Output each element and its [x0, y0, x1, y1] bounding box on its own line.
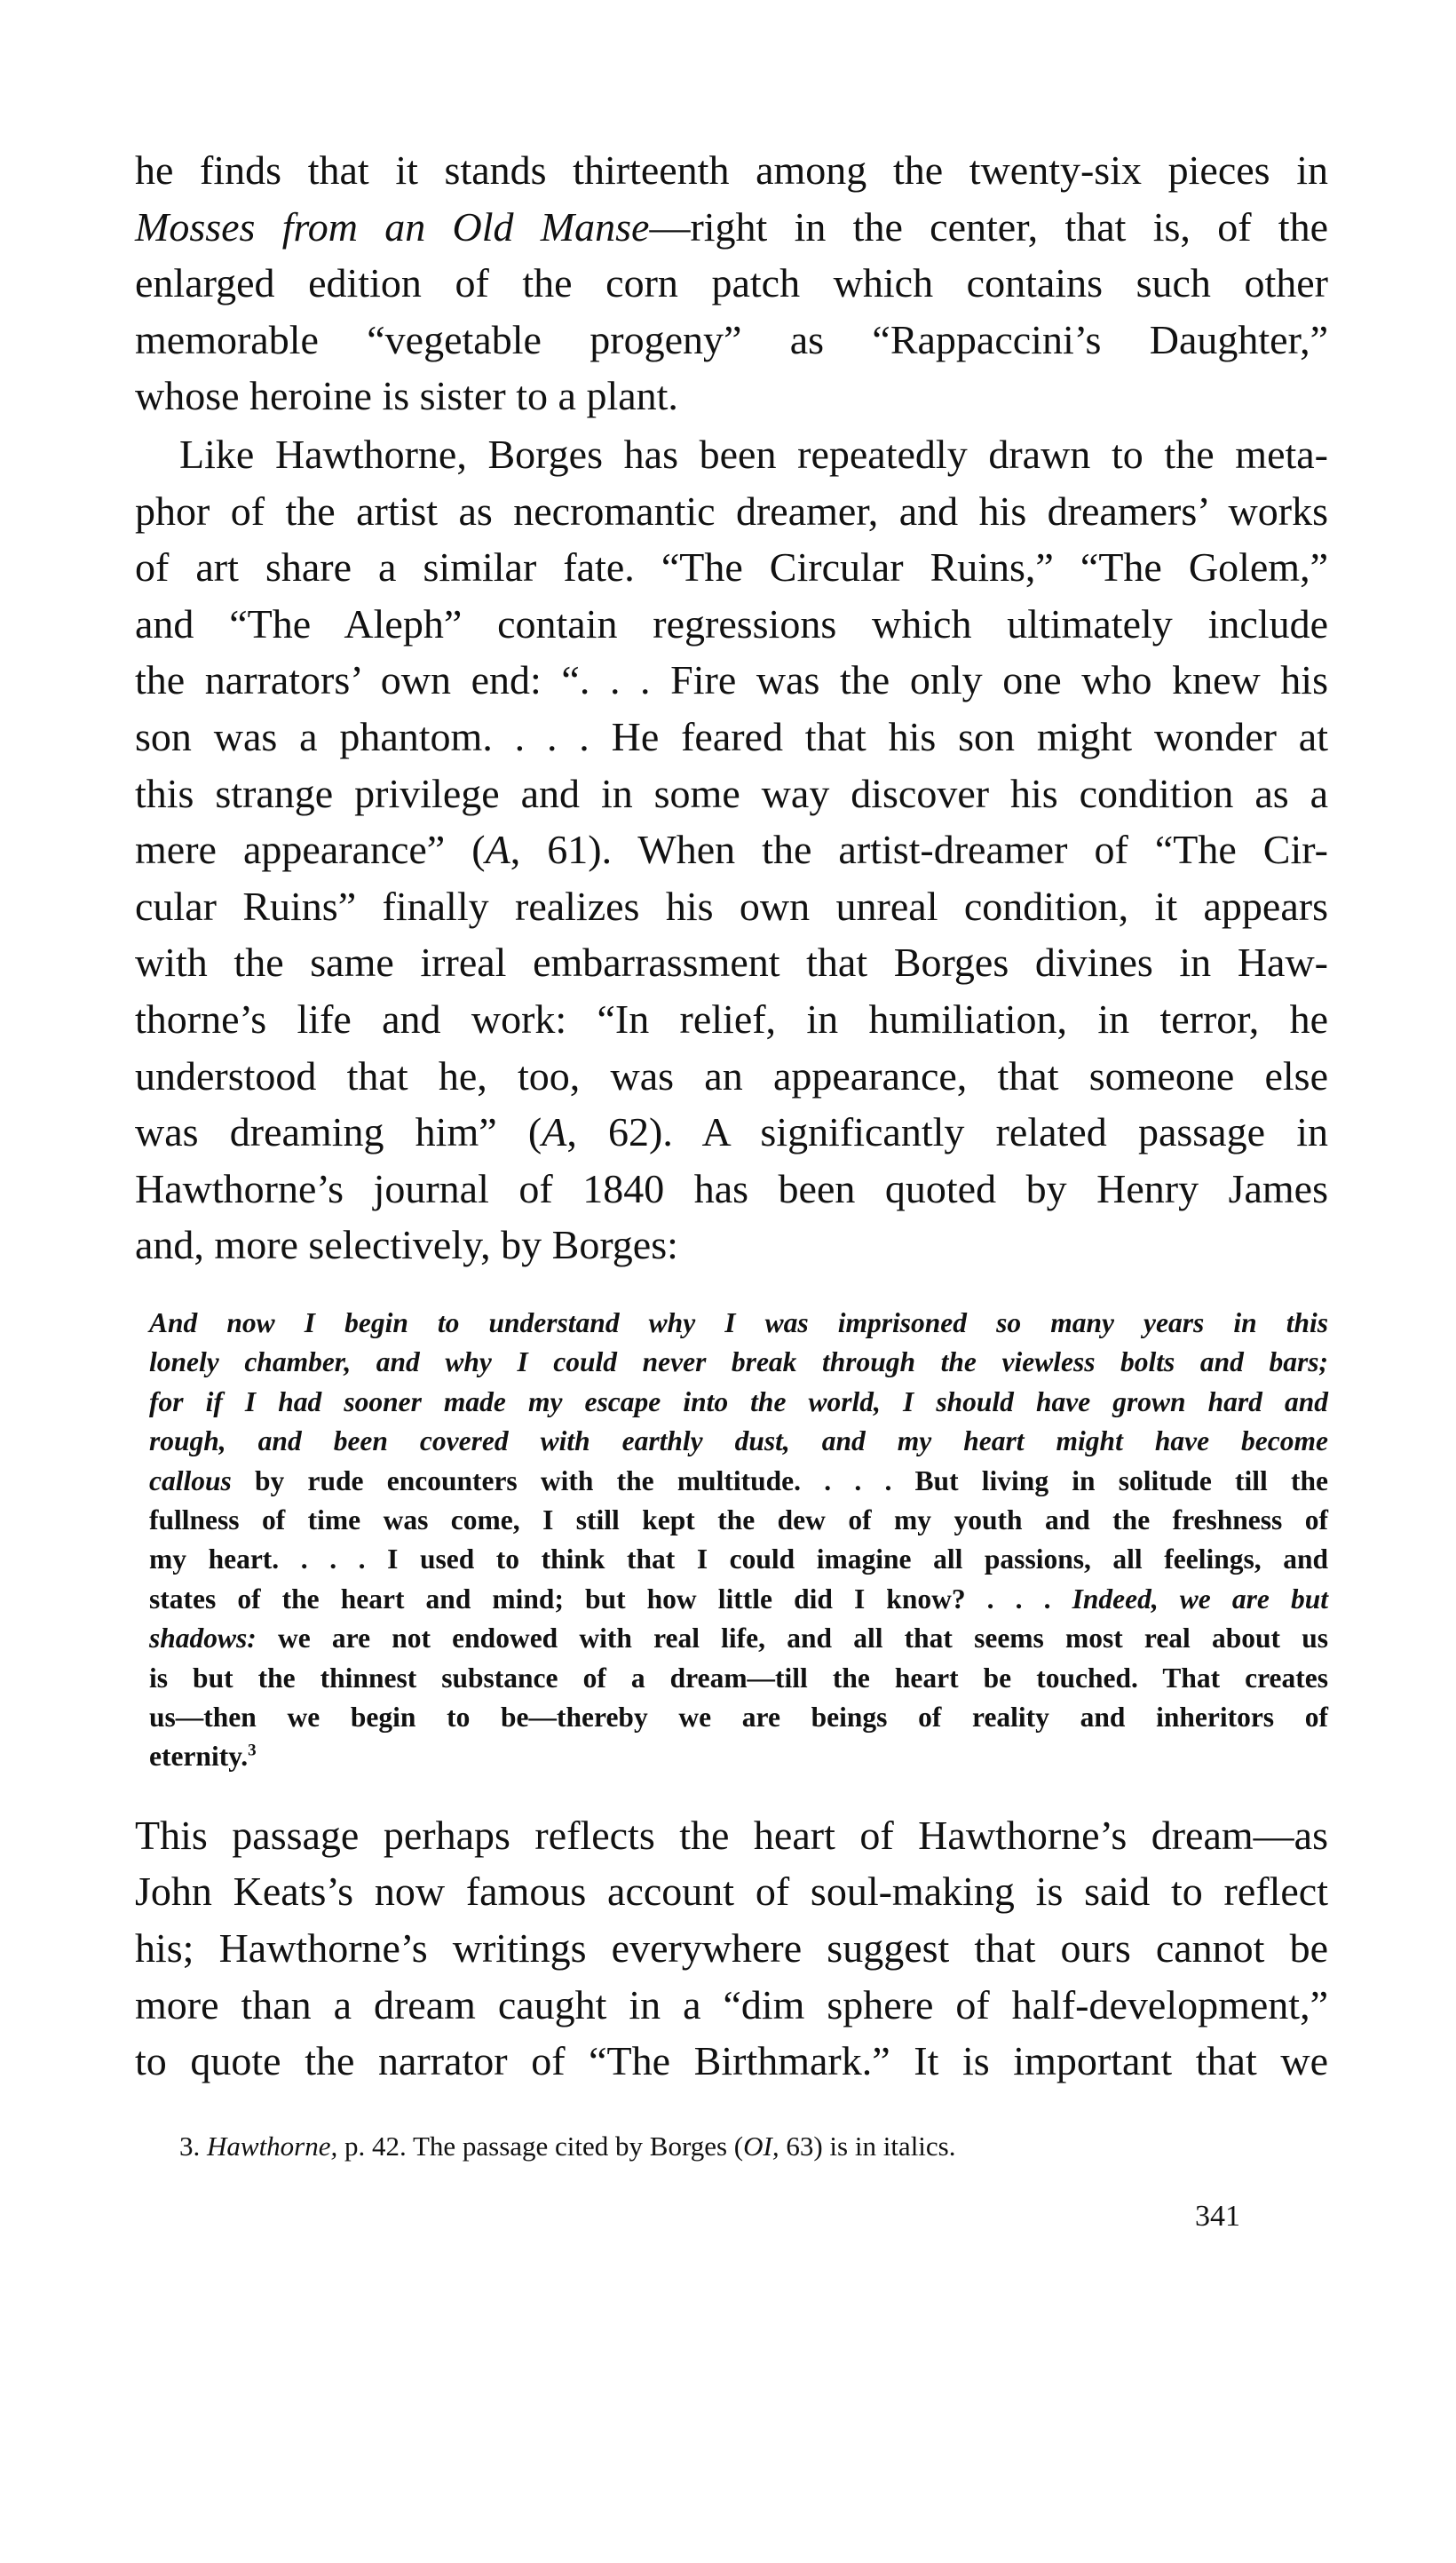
text-line: the narrators’ own end: “. . . Fire was the only one who knew his	[135, 657, 1328, 703]
page-body	[135, 142, 1328, 2164]
text-line: This passage perhaps reflects the heart of Hawthorne’s dream—as	[135, 1812, 1328, 1858]
quote-line: for if I had sooner made my escape into the world, I should have grown hard and	[149, 1385, 1328, 1417]
text-line: Like Hawthorne, Borges has been repeatedly drawn to the meta-	[179, 431, 1328, 477]
quote-line: lonely chamber, and why I could never break through the viewless bolts and bars;	[149, 1346, 1328, 1378]
text-run: was dreaming him” (	[135, 1109, 542, 1155]
quote-run: states of the heart and mind; but how little did I know? . . .	[149, 1583, 1072, 1615]
text-run: , 61). When the artist-dreamer of “The Cir-	[510, 827, 1328, 873]
footnote-text: p. 42. The passage cited by Borges (	[337, 2130, 744, 2162]
quote-line: rough, and been covered with earthly dust, and my heart might have become	[149, 1425, 1328, 1457]
text-line: cular Ruins” finally realizes his own unreal condition, it appears	[135, 883, 1328, 929]
text-line: John Keats’s now famous account of soul-making is said to reflect	[135, 1869, 1328, 1915]
text-line: his; Hawthorne’s writings everywhere suggest that ours cannot be	[135, 1924, 1328, 1971]
text-line: understood that he, too, was an appearance, that someone else	[135, 1052, 1328, 1099]
text-line: of art share a similar fate. “The Circular Ruins,” “The Golem,”	[135, 544, 1328, 591]
footnote	[135, 2129, 1328, 2164]
text-run: , 62). A significantly related passage in	[566, 1109, 1328, 1155]
text-line: and, more selectively, by Borges:	[135, 1222, 678, 1268]
text-line: Hawthorne’s journal of 1840 has been quoted by Henry James	[135, 1165, 1328, 1211]
paragraph-reflection	[135, 1807, 1328, 2090]
text-line: he finds that it stands thirteenth among the twenty-six pieces in	[135, 147, 1328, 193]
text-line: more than a dream caught in a “dim sphere of half-development,”	[135, 1981, 1328, 2027]
block-quote	[149, 1304, 1328, 1777]
text-line: memorable “vegetable progeny” as “Rappaccini’s Daughter,”	[135, 316, 1328, 362]
quote-line	[149, 1462, 1328, 1501]
quote-line	[149, 1737, 1328, 1776]
paragraph-borges	[135, 426, 1328, 1274]
quote-line: my heart. . . . I used to think that I could imagine all passions, all feelings, and	[149, 1543, 1328, 1575]
footnote-citation: OI,	[743, 2130, 779, 2162]
quote-italic-run: shadows:	[149, 1623, 257, 1654]
footnote-text: 63) is in italics.	[779, 2130, 956, 2162]
quote-line: us—then we begin to be—thereby we are beings of reality and inheritors of	[149, 1701, 1328, 1733]
text-line: phor of the artist as necromantic dreamer, and his dreamers’ works	[135, 488, 1328, 534]
citation-abbrev: A	[485, 827, 510, 873]
quote-line	[149, 1619, 1328, 1658]
quote-line	[149, 1580, 1328, 1619]
quote-italic-run: Indeed, we are but	[1072, 1583, 1328, 1615]
text-line	[135, 199, 1328, 256]
text-line: this strange privilege and in some way discover his condition as a	[135, 770, 1328, 816]
text-line: with the same irreal embarrassment that Borges divines in Haw-	[135, 940, 1328, 986]
text-line: to quote the narrator of “The Birthmark.” It is important that we	[135, 2038, 1328, 2084]
quote-run: by rude encounters with the multitude. . . . But living in solitude till the	[231, 1464, 1328, 1496]
quote-italic-run: callous	[149, 1464, 232, 1496]
text-line: and “The Aleph” contain regressions which ultimately include	[135, 600, 1328, 647]
quote-line: fullness of time was come, I still kept the dew of my youth and the freshness of	[149, 1504, 1328, 1535]
footnote-title: Hawthorne,	[207, 2130, 338, 2162]
text-line	[135, 1104, 1328, 1161]
text-line: thorne’s life and work: “In relief, in humiliation, in terror, he	[135, 996, 1328, 1042]
text-line	[135, 821, 1328, 878]
quote-line: is but the thinnest substance of a dream—till the heart be touched. That creates	[149, 1662, 1328, 1694]
quote-run: eternity.	[149, 1741, 249, 1773]
text-line: whose heroine is sister to a plant.	[135, 373, 678, 419]
footnote-number: 3.	[179, 2130, 201, 2162]
text-run: mere appearance” (	[135, 827, 486, 873]
text-line: son was a phantom. . . . He feared that his son might wonder at	[135, 713, 1328, 759]
book-title: Mosses from an Old Manse	[135, 203, 650, 250]
page-number: 341	[1195, 2200, 1240, 2233]
footnote-marker: 3	[248, 1741, 257, 1760]
citation-abbrev: A	[542, 1109, 567, 1155]
paragraph-continuation	[135, 142, 1328, 425]
text-line: enlarged edition of the corn patch which contains such other	[135, 260, 1328, 306]
quote-line: And now I begin to understand why I was imprisoned so many years in this	[149, 1306, 1328, 1338]
quote-run: we are not endowed with real life, and all that seems most real about us	[256, 1623, 1328, 1654]
text-run: —right in the center, that is, of the	[649, 203, 1328, 250]
